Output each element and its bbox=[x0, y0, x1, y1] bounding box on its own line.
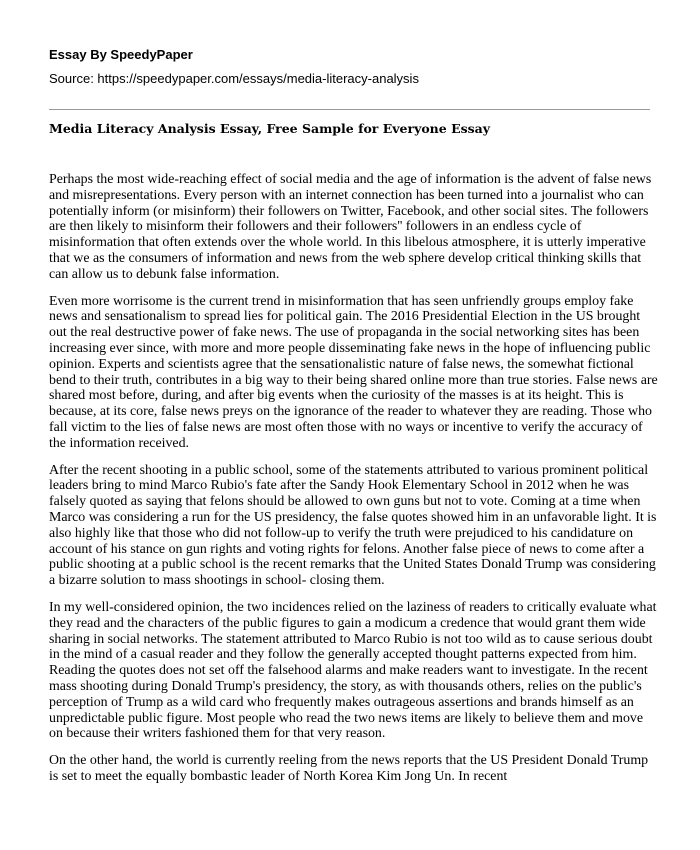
paragraph: After the recent shooting in a public school, some of the statements attributed to various prominent political leaders bring to mind Marco Rubio's fate after the Sandy Hook Elementary School in 2012 when he was falsely quoted as saying that felons should be allowed to own guns but not to vote. Coming at a time when Marco was considering a run for the US presidency, the false quotes showed him in an unfavorable light. It is also highly like that those who did not follow-up to verify the truth were prejudiced to his candidature on account of his stance on gun rights and voting rights for felons. Another false piece of news to come after a public shooting at a public school is the recent remarks that the United States Donald Trump was considering a bizarre solution to mass shootings in school- closing them. bbox=[49, 462, 657, 589]
brand-title: Essay By SpeedyPaper bbox=[49, 47, 193, 62]
paragraph: Even more worrisome is the current trend in misinformation that has seen unfriendly groups employ fake news and sensationalism to spread lies for political gain. The 2016 Presidential Election in the US brought out the real destructive power of fake news. The use of propaganda in the social networking sites has been increasing ever since, with more and more people disseminating fake news in the hope of influencing public opinion. Experts and scientists agree that the sensationalistic nature of false news, the somewhat fictional bend to their truth, contributes in a big way to their being shared online more than true stories. False news are shared most before, during, and after big events when the curiosity of the masses is at its height. This is because, at its core, false news preys on the ignorance of the reader to whatever they are reading. Those who fall victim to the lies of false news are most often those with no ways or incentive to verify the accuracy of the information received. bbox=[49, 293, 658, 451]
header-divider bbox=[49, 109, 650, 110]
paragraph: In my well-considered opinion, the two incidences relied on the laziness of readers to critically evaluate what they read and the characters of the public figures to gain a modicum a credence that would grant them wide sharing in social networks. The statement attributed to Marco Rubio is not too wild as to cause serious doubt in the mind of a casual reader and they follow the generally accepted thought patterns expected from him. Reading the quotes does not set off the falsehood alarms and make readers want to investigate. In the recent mass shooting during Donald Trump's presidency, the story, as with thousands others, relies on the public's perception of Trump as a wild card who frequently makes outrageous assertions and brands himself as an unpredictable public figure. Most people who read the two news items are likely to believe them and move on because their writers fashioned them for that very reason. bbox=[49, 599, 657, 742]
essay-title: Media Literacy Analysis Essay, Free Sample for Everyone Essay bbox=[49, 121, 491, 136]
paragraph: On the other hand, the world is currently reeling from the news reports that the US President Donald Trump is set to meet the equally bombastic leader of North Korea Kim Jong Un. In recent bbox=[49, 753, 649, 784]
paragraph: Perhaps the most wide-reaching effect of social media and the age of information is the advent of false news and misrepresentations. Every person with an internet connection has been turned into a journalist who can potentially inform (or misinform) their followers on Twitter, Facebook, and other social sites. The followers are then likely to misinform their followers and their followers'' followers in an endless cycle of misinformation that often extends over the whole world. In this libelous atmosphere, it is utterly imperative that we as the consumers of information and news from the web sphere develop critical thinking skills that can allow us to debunk false information. bbox=[49, 172, 652, 282]
essay-body bbox=[49, 172, 659, 796]
source-line: Source: https://speedypaper.com/essays/media-literacy-analysis bbox=[49, 71, 419, 86]
